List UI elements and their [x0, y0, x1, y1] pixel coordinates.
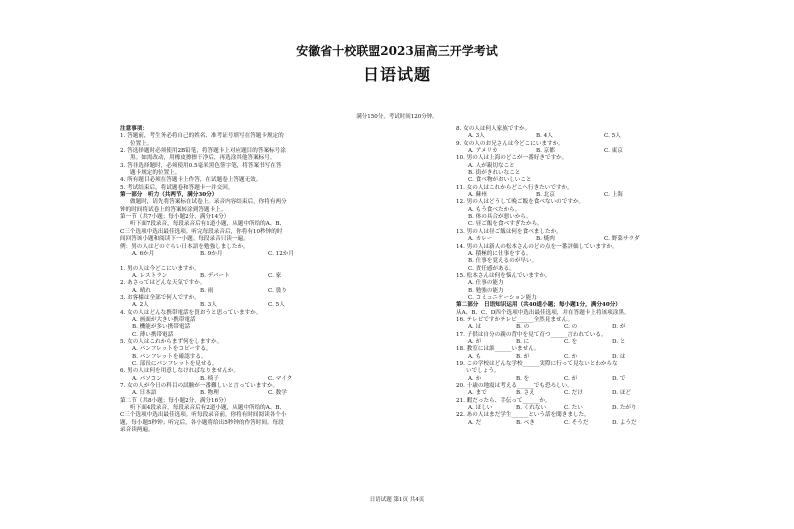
option: B. 物理 [200, 390, 219, 397]
section-heading: 注意事项： [120, 126, 148, 132]
option: B. の [516, 324, 530, 331]
text-line: A. もう食べたから。 [468, 206, 521, 213]
text-line: 18. 教室には誰______いません。 [456, 346, 540, 353]
text-line: C. 責任感がある。 [468, 265, 515, 272]
option: B. デパート [200, 272, 230, 279]
text-line: C. 部長にパンフレットを見せる。 [132, 361, 218, 367]
exam-meta: 满分150分，考试时间120分钟。 [356, 114, 438, 120]
text-line: 17. 子供は自分の親の背中を見て育つ______言われている。 [456, 331, 607, 338]
text-line: C. 薄い携帯電話 [132, 331, 174, 338]
option: D. は [612, 353, 626, 360]
option: C. の [564, 324, 578, 331]
text-line: 22. あの人はまだ学生______という話を聞きました。 [456, 412, 590, 419]
option: A. か [468, 375, 482, 382]
option: B. 9か月 [200, 250, 223, 257]
text-line: 6. 男の人は何を用意しなければなりませんか。 [120, 368, 239, 375]
text-line: A. 画面が大きい携帯電話 [132, 316, 196, 323]
answer-options [120, 251, 452, 258]
answer-options [456, 376, 694, 383]
option: B. 北京 [536, 192, 555, 199]
option: D. ようだ [612, 419, 637, 426]
option: C. たい [564, 405, 583, 412]
section-heading: 第二部分 日语知识运用（共40道小题；每小题1分，满分40分） [456, 302, 621, 309]
option: C. が [564, 375, 578, 382]
option: A. 晴れ [132, 287, 151, 294]
text-line: 位置上。 [130, 140, 153, 147]
text-line: 20. 十歳の地震は考える______でも恐ろしい。 [456, 383, 573, 390]
option: A. だ [468, 419, 482, 426]
text-line: 听下面7段录音，每段录音后有1道小题，从题中所给的A、B、 [130, 221, 286, 228]
text-line: C三个选项中选出最佳选项。听每段录音前，你将有时间阅读各个小 [120, 412, 287, 419]
answer-options [120, 390, 452, 397]
text-line: 19. この学校はどんな学校______実際に行って見ないとわからな [456, 361, 618, 367]
text-line: A. 積極的に仕事をする。 [468, 250, 532, 257]
option: A. 蘇州 [468, 192, 487, 199]
answer-options [456, 420, 694, 427]
text-line: 4. 所有题目必须在答题卡上作答，在试题卷上答题无效。 [120, 177, 262, 184]
text-line: 钟的时间将试卷上的答案转涂到答题卡上。 [120, 206, 227, 213]
option: B. 雨 [200, 287, 214, 294]
option: B. 椅子 [200, 375, 219, 382]
answer-options [456, 354, 694, 361]
text-line: 1. 答题前，考生务必将自己的姓名、准考证号填写在答题卡规定的 [120, 133, 284, 140]
option: A. 2人 [132, 302, 149, 309]
text-line: いでしょう。 [466, 368, 500, 375]
answer-options [456, 324, 694, 331]
option: A. も [468, 353, 482, 360]
option: B. に [516, 338, 530, 345]
text-line: B. 体の具合が悪いから。 [468, 214, 532, 221]
text-line: 1. 男の人は今どこにいますか。 [120, 265, 200, 272]
text-line: 14. 男の人は新人の松本さんのどの点を一番評価していますか。 [456, 243, 618, 250]
text-line: 5. 考试结束后，将试题卷和答题卡一并交回。 [120, 184, 234, 191]
option: D. で [612, 375, 626, 382]
option: A. まで [468, 390, 487, 397]
option: A. ほしい [468, 405, 493, 412]
text-line: 7. 女の人が今日の科目の試験が一番難しいと言っていますか。 [120, 383, 279, 390]
text-line: 9. 女の人のお兄さんは今どこにいますか。 [456, 140, 564, 147]
text-line: 11. 女の人はこれからどこへ行きたいですか。 [456, 184, 573, 191]
option: B. を [516, 375, 530, 382]
text-line: B. 機能が多い携帯電話 [132, 324, 191, 331]
option: C. 数学 [268, 390, 287, 397]
answer-options [120, 302, 452, 309]
answer-options [456, 236, 694, 243]
text-line: 21. 暇だったら、手伝って______か。 [456, 397, 551, 404]
option: C. 曇り [268, 287, 287, 294]
left-column [120, 126, 452, 434]
text-line: 8. 女の人は何人家族ですか。 [456, 126, 531, 132]
answer-options [456, 390, 694, 397]
option: A. 日本語 [132, 390, 157, 397]
text-line: A. 人が親切なこと [468, 162, 515, 169]
option: A. 3人 [468, 133, 485, 140]
text-line: B. 街がきれいなこと [468, 170, 521, 177]
text-line: 2. 答选择题时必须使用2B铅笔，将答题卡上对应题目的答案标号涂 [120, 148, 286, 155]
option: B. 京都 [536, 148, 555, 155]
option: A. が [468, 338, 482, 345]
text-line: 例：男の人はどのぐらい日本語を勉強しましたか。 [120, 243, 249, 250]
text-line: 15. 松本さんは何を悩んでいますか。 [456, 272, 551, 279]
option: C. 東京 [604, 148, 623, 155]
text-line: 做题时，请先将答案标在试卷上。录音内容结束后，你将有两分 [130, 199, 287, 206]
text-line: 听下面4段录音，每段录音后有2道小题，从题中所给的A、B、 [130, 405, 286, 412]
answer-options [120, 288, 452, 295]
option: A. パソコン [132, 375, 162, 382]
text-line: B. 勉強の能力 [468, 287, 504, 294]
option: B. 3人 [200, 302, 217, 309]
text-line: B. パンフレットを確認する。 [132, 353, 207, 360]
text-line: 间回答该小题和阅读下一小题。每段录音只读一遍。 [120, 236, 249, 243]
option: C. 上海 [604, 192, 623, 199]
option: C. 家 [268, 272, 282, 279]
option: C. マイク [268, 375, 293, 382]
option: D. が [612, 324, 626, 331]
option: D. たがり [612, 405, 637, 412]
text-line: 13. 男の人は昼ご飯は何を食べましたか。 [456, 228, 562, 235]
option: B. 焼肉 [536, 236, 555, 243]
option: C. だけ [564, 390, 583, 397]
text-line: 黑。如需改动，用橡皮擦擦干净后，再选涂其他答案标号。 [130, 155, 276, 162]
text-line: 第一节（共7小题；每小题2分，满分14分） [120, 214, 230, 221]
subject-title: 日语试题 [362, 65, 431, 84]
text-line: 10. 男の人は上海のどこが一番好きですか。 [456, 155, 568, 162]
text-line: 16. テレビですかテレビ______全然見ません。 [456, 316, 574, 323]
option: B. くれない [516, 405, 547, 412]
answer-options [456, 133, 694, 140]
text-line: 2. あさってはどんな天気ですか。 [120, 280, 206, 287]
section-heading: 第一部分 听力（共两节，满分30分） [120, 192, 218, 199]
text-line: C. コミュニケーション能力 [468, 294, 537, 301]
option: C. 5人 [604, 133, 621, 140]
option: C. を [564, 338, 578, 345]
option: C. 野菜サラダ [604, 236, 640, 243]
option: C. そうだ [564, 419, 589, 426]
option: B. が [516, 353, 530, 360]
option: B. さえ [516, 390, 535, 397]
text-line: 题，每小题5秒钟；听完后，各小题将给出5秒钟的作答时间。每段 [120, 419, 284, 426]
option: B. べき [516, 419, 535, 426]
exam-title: 安徽省十校联盟2023届高三开学考试 [296, 44, 498, 58]
option: A. カレー [468, 236, 493, 243]
option: B. 4人 [536, 133, 553, 140]
text-line: A. 仕事の能力 [468, 280, 504, 287]
right-column [456, 126, 694, 427]
text-line: 题卡规定的位置上。 [130, 170, 181, 177]
option: A. 6か月 [132, 250, 155, 257]
option: A. は [468, 324, 482, 331]
option: C. か [564, 353, 578, 360]
text-line: 3. お客様は全部で何人ですか。 [120, 294, 200, 301]
option: D. ほど [612, 390, 632, 397]
text-line [120, 258, 452, 265]
text-line: A. パンフレットをコピーする。 [132, 346, 212, 353]
text-line: 12. 男の人はどうして晩ご飯を食べないのですか。 [456, 199, 585, 206]
text-line: C三个选项中选出最佳选项。听完每段录音后，你将有10秒钟的时 [120, 228, 283, 235]
text-line: C. 食べ物がおいしいこと [468, 177, 532, 184]
text-line: B. 仕事を覚えるのが早い。 [468, 258, 538, 265]
text-line: 5. 女の人はこれからまず何をしますか。 [120, 338, 223, 345]
page-footer: 日语试题 第1页 共4页 [369, 497, 425, 503]
answer-options [120, 376, 452, 383]
text-line: 录音读两遍。 [120, 427, 154, 434]
text-line: 从A、B、C、D四个选项中选出最佳选项，并在答题卡上将该项涂黑。 [456, 309, 630, 316]
option: C. 5人 [268, 302, 285, 309]
option: D. と [612, 338, 626, 345]
text-line: 第二节（共8小题；每小题2分，满分16分） [120, 397, 230, 404]
option: A. レストラン [132, 272, 168, 279]
text-line: 3. 答非选择题时，必须使用0.5毫米黑色签字笔，将答案书写在答 [120, 162, 282, 169]
option: A. アメリカ [468, 148, 498, 155]
text-line: 4. 女の人はどんな携帯電話を買おうと思っていますか。 [120, 309, 262, 316]
text-line: C. 昼ご飯を食べすぎたから。 [468, 221, 543, 228]
option: C. 12か月 [268, 250, 294, 257]
